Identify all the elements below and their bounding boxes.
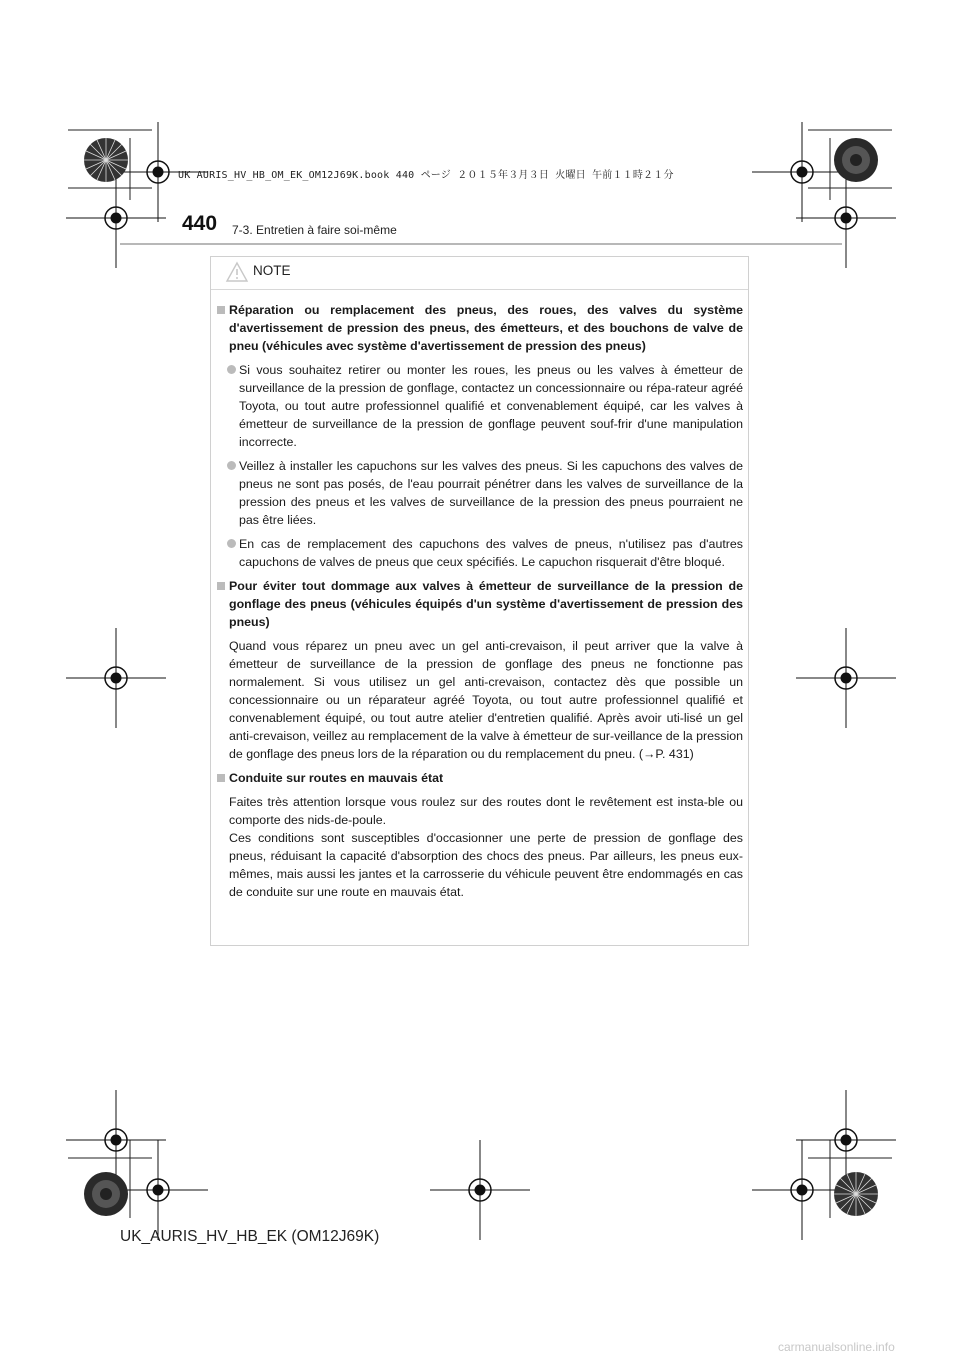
note-item-heading xyxy=(217,769,743,787)
square-bullet-icon xyxy=(217,306,225,314)
print-header: UK AURIS_HV_HB_OM_EK_OM12J69K.book 440 ページ ２０１５年３月３日 火曜日 午前１１時２１分 xyxy=(178,170,674,181)
warning-triangle-icon xyxy=(225,261,249,283)
note-paragraph: Faites très attention lorsque vous roulez sur des routes dont le revêtement est insta-ble ou comporte des nids-de-poule. xyxy=(229,795,743,827)
bullet-text: En cas de remplacement des capuchons des valves de pneus, n'utilisez pas d'autres capuchons de valves de pneus que ceux spécifiés. Le capuchon risquerait d'être bloqué. xyxy=(239,537,743,569)
note-item-heading-text: Réparation ou remplacement des pneus, des roues, des valves du système d'avertissement de pression des pneus, des émetteurs, et des bouchons de valve de pneu (véhicules avec système d'avertissement de pression des pneus) xyxy=(229,303,743,353)
note-body xyxy=(217,295,743,901)
page-number: 440 xyxy=(182,212,218,235)
bullet-item xyxy=(217,535,743,571)
registration-disk-icon xyxy=(56,110,156,210)
note-title: NOTE xyxy=(253,263,291,278)
bullet-item xyxy=(217,457,743,529)
footer-doc-id: UK_AURIS_HV_HB_EK (OM12J69K) xyxy=(120,1228,380,1245)
watermark: carmanualsonline.info xyxy=(778,1340,895,1354)
square-bullet-icon xyxy=(217,582,225,590)
note-paragraph: Ces conditions sont susceptibles d'occasionner une perte de pression de gonflage des pneus, réduisant la capacité d'absorption des chocs des pneus. Par ailleurs, les pneus eux-mêmes, mais aussi les jantes et la carrosserie du véhicule peuvent être endommagés en cas de conduite sur une route en mauvais état. xyxy=(229,831,743,899)
registration-disk-icon xyxy=(806,110,906,210)
registration-disk-icon xyxy=(806,1144,906,1244)
note-item-heading xyxy=(217,577,743,631)
note-item-heading xyxy=(217,301,743,355)
bullet-text: Veillez à installer les capuchons sur les valves des pneus. Si les capuchons des valves de pneus ne sont pas posés, de l'eau pourrait pénétrer dans les valves de surveillance de la pression des pneus et les valves de surveillance de la pression des pneus pourraient ne pas être liées. xyxy=(239,459,743,527)
note-paragraph: Quand vous réparez un pneu avec un gel anti-crevaison, il peut arriver que la valve à émetteur de surveillance de la pression de gonflage des pneus ne fonctionne pas normalement. Si vous utilisez un gel anti-crevaison, contactez dès que possible un concessionnaire ou un réparateur agréé Toyota, ou tout autre professionnel qualifié et convenablement équipé, ou tout autre atelier d'entretien qualifié. Après avoir uti-lisé un gel anti-crevaison, veillez au remplacement de la valve à émetteur de sur-veillance de la pression de gonflage des pneus lors de la réparation ou du remplacement du pneu. (→P. 431) xyxy=(229,639,743,761)
circle-bullet-icon xyxy=(227,365,236,374)
bullet-text: Si vous souhaitez retirer ou monter les roues, les pneus ou les valves à émetteur de surveillance de la pression de gonflage, contactez un concessionnaire ou répa-rateur agréé Toyota, ou tout autre professionnel qualifié et convenablement équipé, car les valves à émetteur de surveillance de la pression de gonflage peuvent souf-frir d'une manipulation incorrecte. xyxy=(239,363,743,449)
circle-bullet-icon xyxy=(227,461,236,470)
note-item-heading-text: Pour éviter tout dommage aux valves à émetteur de surveillance de la pression de gonflage des pneus (véhicules équipés d'un système d'avertissement de pression des pneus) xyxy=(229,579,743,629)
square-bullet-icon xyxy=(217,774,225,782)
crosshair-mark-icon xyxy=(66,628,166,728)
bullet-item xyxy=(217,361,743,451)
circle-bullet-icon xyxy=(227,539,236,548)
note-header xyxy=(211,257,748,290)
note-item-heading-text: Conduite sur routes en mauvais état xyxy=(229,771,444,785)
crosshair-mark-icon xyxy=(430,1140,530,1240)
header-divider xyxy=(120,243,842,245)
crosshair-mark-icon xyxy=(796,628,896,728)
note-box xyxy=(210,256,749,946)
section-title: 7-3. Entretien à faire soi-même xyxy=(232,223,397,237)
